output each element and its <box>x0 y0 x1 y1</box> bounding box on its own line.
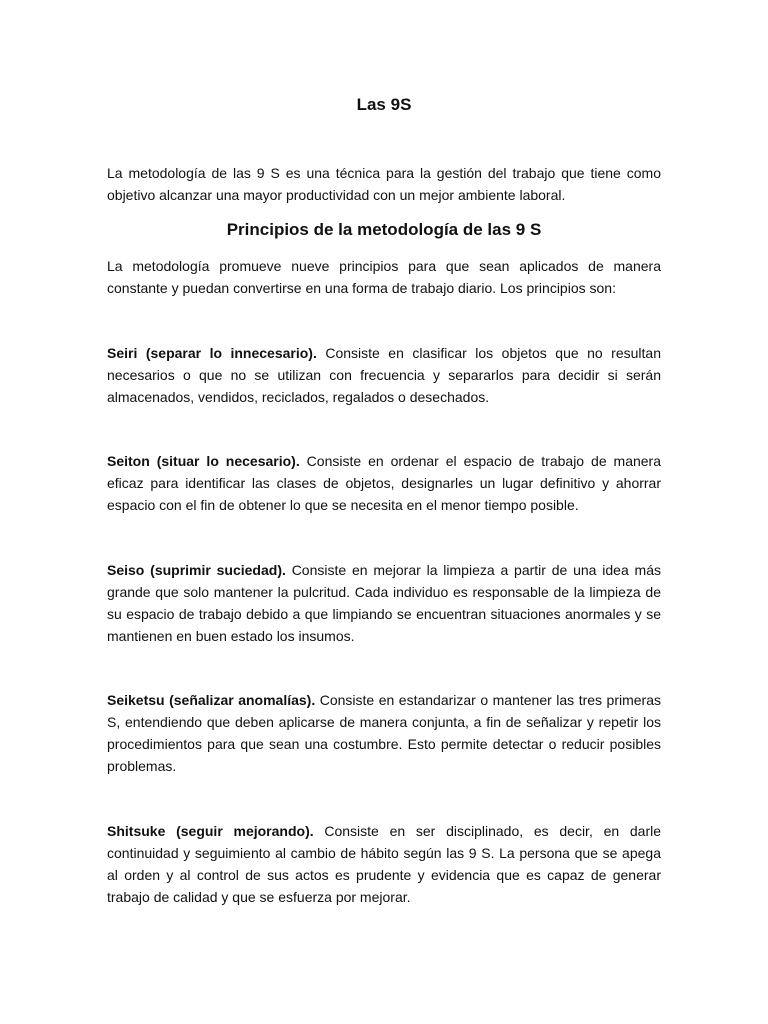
principle-term: Seiri (separar lo innecesario). <box>107 345 317 361</box>
principle-term: Seiton (situar lo necesario). <box>107 453 300 469</box>
principle-text: Consiste en ser disciplinado, es decir, en darle continuidad y seguimiento al cambio de hábito según las 9 S. La persona que se apega al orden y al control de sus actos es prudente y evidencia que es capaz de generar trabajo de calidad y que se esfuerza por mejorar. <box>107 823 662 905</box>
principle-term: Seiketsu (señalizar anomalías). <box>107 692 316 708</box>
principle-text: Consiste en ordenar el espacio de trabajo de manera eficaz para identificar las clases de objetos, designarles un lugar definitivo y ahorrar espacio con el fin de obtener lo que se necesita en el menor tiempo posible. <box>107 453 661 513</box>
principle-paragraph-seiketsu <box>107 689 661 777</box>
document-title: Las 9S <box>356 95 412 114</box>
principle-text: Consiste en clasificar los objetos que no resultan necesarios o que no se utilizan con frecuencia y separarlos para decidir si serán almacenados, vendidos, reciclados, regalados o desechados. <box>107 345 661 405</box>
principle-term: Shitsuke (seguir mejorando). <box>107 823 314 839</box>
principle-text: Consiste en mejorar la limpieza a partir de una idea más grande que solo mantener la pulcritud. Cada individuo es responsable de la limpieza de su espacio de trabajo debido a que limpiando se encuentran situaciones anormales y se mantienen en buen estado los insumos. <box>107 562 661 644</box>
section-title: Principios de la metodología de las 9 S <box>226 220 542 239</box>
principle-paragraph-shitsuke <box>107 820 661 908</box>
principle-term: Seiso (suprimir suciedad). <box>107 562 286 578</box>
principle-paragraph-seiri <box>107 342 661 408</box>
section-intro-paragraph: La metodología promueve nueve principios para que sean aplicados de manera constante y puedan convertirse en una forma de trabajo diario. Los principios son: <box>107 258 661 296</box>
principle-text: Consiste en estandarizar o mantener las tres primeras S, entendiendo que deben aplicarse de manera conjunta, a fin de señalizar y repetir los procedimientos para que sean una costumbre. Esto permite detectar o reducir posibles problemas. <box>107 692 661 774</box>
principle-paragraph-seiton <box>107 450 661 516</box>
principle-paragraph-seiso <box>107 559 661 647</box>
intro-paragraph: La metodología de las 9 S es una técnica para la gestión del trabajo que tiene como objetivo alcanzar una mayor productividad con un mejor ambiente laboral. <box>107 165 661 203</box>
